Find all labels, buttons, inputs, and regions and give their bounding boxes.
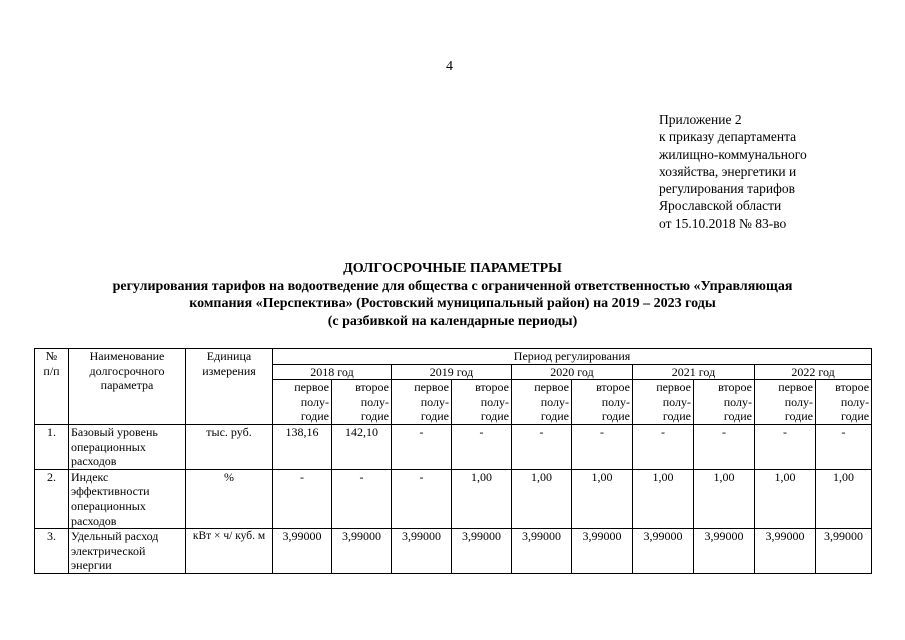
header-half-line: первое [534, 380, 569, 395]
header-unit-line: Единица [206, 349, 252, 363]
title-line: компания «Перспектива» (Ростовский муниципальный район) на 2019 – 2023 годы [189, 296, 716, 311]
header-half-line: первое [656, 380, 691, 395]
header-half-line: годие [420, 409, 449, 424]
header-half-line: годие [662, 409, 691, 424]
title-line: (с разбивкой на календарные периоды) [327, 313, 578, 329]
header-year: 2018 год [273, 364, 392, 380]
row-value-cell: 3,99000 [694, 529, 755, 574]
row-value-cell: 3,99000 [273, 529, 332, 574]
row-num: 3. [35, 529, 69, 574]
header-half-line: годие [300, 409, 329, 424]
header-half-line: полу- [723, 394, 752, 409]
page-number: 4 [446, 59, 453, 74]
header-second-half [452, 380, 512, 425]
header-first-half [633, 380, 694, 425]
title-heading: ДОЛГОСРОЧНЫЕ ПАРАМЕТРЫ [343, 261, 562, 276]
row-value-cell: 3,99000 [452, 529, 512, 574]
table-row [35, 469, 872, 528]
header-parameter-name [69, 349, 186, 425]
header-half-line: годие [784, 409, 813, 424]
header-name-line: долгосрочного [89, 363, 165, 378]
header-second-half [816, 380, 872, 425]
header-name-line: параметра [100, 378, 154, 393]
row-value-cell: 1,00 [452, 469, 512, 528]
annex-line: Приложение 2 [659, 112, 742, 127]
parameters-table [34, 348, 872, 574]
header-first-half [392, 380, 452, 425]
header-half-line: годие [601, 409, 630, 424]
header-half-line: второе [596, 380, 630, 395]
row-name-line: Базовый уровень [71, 424, 158, 439]
row-name-line: расходов [71, 454, 117, 469]
row-value-cell: 1,00 [633, 469, 694, 528]
title-line: регулирования тарифов на водоотведение для общества с ограниченной ответственностью «Управляющая [112, 278, 793, 294]
header-half-line: полу- [601, 394, 630, 409]
header-half-line: полу- [540, 394, 569, 409]
header-num [35, 349, 69, 425]
header-half-line: полу- [420, 394, 449, 409]
row-name-line: операционных [71, 439, 146, 454]
row-name-line: расходов [71, 513, 117, 528]
row-name-line: электрической [71, 543, 146, 558]
header-first-half [273, 380, 332, 425]
header-half-line: годие [840, 409, 870, 424]
row-value-cell: - [816, 424, 872, 469]
annex-line: хозяйства, энергетики и [659, 163, 797, 179]
row-value-cell: - [755, 424, 816, 469]
header-half-line: первое [778, 380, 813, 395]
row-value-cell: - [452, 424, 512, 469]
row-value-cell: 3,99000 [332, 529, 392, 574]
row-unit: кВт × ч/ куб. м [186, 529, 273, 574]
header-year: 2022 год [755, 364, 872, 380]
header-half-line: полу- [480, 394, 509, 409]
header-half-line: годие [540, 409, 569, 424]
row-value-cell: 1,00 [694, 469, 755, 528]
row-value-cell: 3,99000 [816, 529, 872, 574]
header-name-line: Наименование [89, 349, 165, 363]
row-unit: % [186, 469, 273, 528]
row-value-cell: 3,99000 [755, 529, 816, 574]
row-value-cell: - [512, 424, 572, 469]
header-half-line: первое [414, 380, 449, 395]
annex-block [659, 111, 807, 232]
row-name-line: Индекс [71, 469, 109, 484]
row-value-cell: 1,00 [816, 469, 872, 528]
row-value-cell: - [572, 424, 633, 469]
row-value-cell: 1,00 [572, 469, 633, 528]
row-name-line: Удельный расход [71, 529, 159, 544]
row-value-cell: 3,99000 [633, 529, 694, 574]
header-half-line: второе [835, 380, 870, 395]
row-value-cell: 1,00 [512, 469, 572, 528]
row-value-cell: - [633, 424, 694, 469]
row-value-cell: - [392, 469, 452, 528]
header-half-line: второе [355, 380, 389, 395]
header-half-line: первое [294, 380, 329, 395]
row-name-line: операционных [71, 498, 146, 513]
header-second-half [332, 380, 392, 425]
header-year: 2020 год [512, 364, 633, 380]
row-value-cell: - [694, 424, 755, 469]
header-unit-line: измерения [202, 363, 256, 378]
header-half-line: второе [475, 380, 509, 395]
header-num-line: № [45, 349, 58, 363]
row-value-cell: - [273, 469, 332, 528]
header-half-line: полу- [784, 394, 813, 409]
row-value-cell: 142,10 [332, 424, 392, 469]
header-row-period [35, 349, 872, 365]
header-num-line: п/п [43, 363, 60, 378]
header-half-line: годие [723, 409, 752, 424]
row-num: 2. [35, 469, 69, 528]
row-num: 1. [35, 424, 69, 469]
header-half-line: полу- [300, 394, 329, 409]
table-row [35, 424, 872, 469]
row-value-cell: 3,99000 [392, 529, 452, 574]
row-value-cell: 3,99000 [512, 529, 572, 574]
header-half-line: годие [360, 409, 389, 424]
header-first-half [755, 380, 816, 425]
row-unit: тыс. руб. [186, 424, 273, 469]
annex-line: Ярославской области [659, 198, 782, 214]
header-year: 2019 год [392, 364, 512, 380]
row-name-line: энергии [71, 558, 112, 573]
annex-line: к приказу департамента [659, 129, 797, 145]
row-value-cell: 1,00 [755, 469, 816, 528]
row-value-cell: 138,16 [273, 424, 332, 469]
row-name-line: эффективности [71, 484, 150, 499]
row-value-cell: - [332, 469, 392, 528]
row-parameter-name [69, 529, 186, 574]
row-value-cell: 3,99000 [572, 529, 633, 574]
annex-line: от 15.10.2018 № 83-во [659, 215, 787, 231]
header-first-half [512, 380, 572, 425]
header-second-half [694, 380, 755, 425]
annex-line: жилищно-коммунального [659, 146, 807, 162]
row-parameter-name [69, 469, 186, 528]
header-half-line: годие [480, 409, 509, 424]
header-half-line: полу- [662, 394, 691, 409]
table-row [35, 529, 872, 574]
row-value-cell: - [392, 424, 452, 469]
header-period: Период регулирования [273, 349, 872, 365]
header-half-line: второе [718, 380, 752, 395]
annex-line: регулирования тарифов [659, 181, 796, 197]
row-parameter-name [69, 424, 186, 469]
header-half-line: полу- [840, 394, 870, 409]
document-title [60, 260, 845, 330]
header-second-half [572, 380, 633, 425]
header-half-line: полу- [360, 394, 389, 409]
header-unit [186, 349, 273, 425]
header-year: 2021 год [633, 364, 755, 380]
